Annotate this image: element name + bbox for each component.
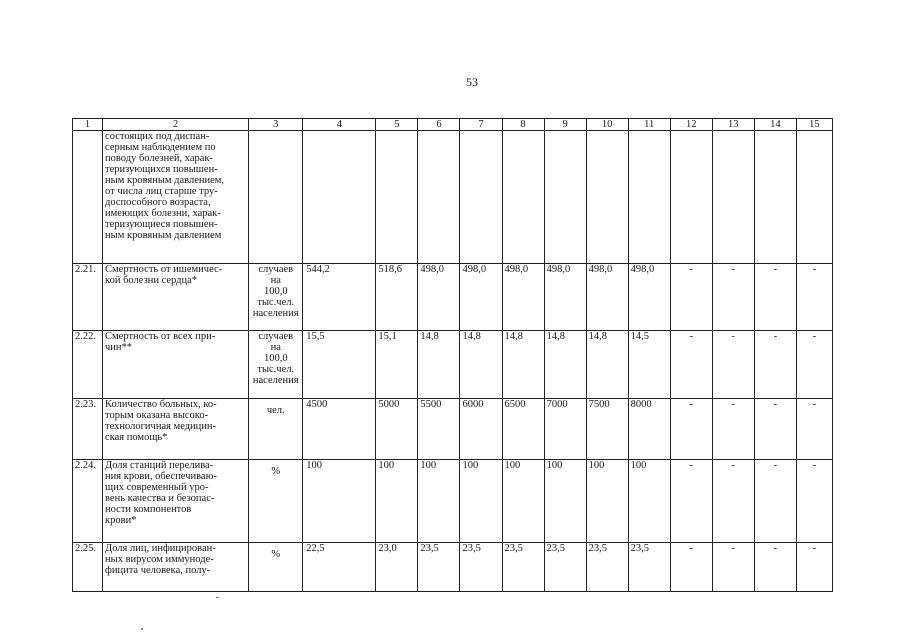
value-cell: 498,0 (586, 264, 628, 331)
column-number: 5 (376, 119, 418, 131)
column-number: 3 (249, 119, 303, 131)
description-line: серным наблюдением по (105, 142, 216, 153)
value-cell: 544,2 (303, 264, 376, 331)
unit-line: 100,0 (263, 286, 288, 297)
unit-line: тыс.чел. (257, 297, 295, 308)
description-line: теризующиеся повышен- (105, 219, 218, 230)
value-cell: 8000 (628, 399, 670, 460)
value-cell: 23,5 (544, 543, 586, 592)
indicator-description (103, 399, 249, 460)
unit-of-measure (249, 399, 303, 460)
unit-of-measure (249, 264, 303, 331)
description-line: ных вирусом иммуноде- (105, 554, 214, 565)
description-line: щих современный уро- (105, 482, 209, 493)
value-cell: 498,0 (418, 264, 460, 331)
row-number: 2.25. (73, 543, 103, 592)
indicator-description (103, 460, 249, 543)
indicators-table (72, 118, 833, 592)
dash-cell: - (796, 264, 832, 331)
value-cell: 100 (303, 460, 376, 543)
empty-cell (628, 131, 670, 264)
dash-cell: - (670, 331, 712, 399)
value-cell: 498,0 (544, 264, 586, 331)
empty-cell (754, 131, 796, 264)
row-number: 2.22. (73, 331, 103, 399)
value-cell: 4500 (303, 399, 376, 460)
description-line: поводу болезней, харак- (105, 153, 214, 164)
empty-cell (712, 131, 754, 264)
column-number: 14 (754, 119, 796, 131)
value-cell: 100 (376, 460, 418, 543)
value-cell: 14,8 (586, 331, 628, 399)
dash-cell: - (796, 543, 832, 592)
column-number: 15 (796, 119, 832, 131)
dash-cell: - (712, 399, 754, 460)
dash-cell: - (712, 331, 754, 399)
column-number: 7 (460, 119, 502, 131)
value-cell: 100 (502, 460, 544, 543)
value-cell: 100 (460, 460, 502, 543)
unit-line: случаев (258, 264, 294, 275)
unit-line: случаев (258, 331, 294, 342)
unit-line: чел. (266, 405, 285, 416)
dash-cell: - (670, 543, 712, 592)
dash-cell: - (754, 543, 796, 592)
column-number: 9 (544, 119, 586, 131)
column-number: 6 (418, 119, 460, 131)
empty-cell (249, 131, 303, 264)
value-cell: 14,8 (544, 331, 586, 399)
value-cell: 100 (628, 460, 670, 543)
value-cell: 100 (418, 460, 460, 543)
table-row (73, 264, 833, 331)
value-cell: 23,5 (628, 543, 670, 592)
dash-cell: - (796, 399, 832, 460)
description-line: кой болезни сердца* (105, 275, 198, 286)
dash-cell: - (670, 399, 712, 460)
dash-cell: - (670, 460, 712, 543)
unit-line: населения (252, 375, 299, 386)
column-number: 4 (303, 119, 376, 131)
dash-cell: - (712, 460, 754, 543)
empty-cell (418, 131, 460, 264)
dash-cell: - (754, 264, 796, 331)
value-cell: 6000 (460, 399, 502, 460)
description-line: имеющих болезни, харак- (105, 208, 221, 219)
value-cell: 14,8 (460, 331, 502, 399)
description-line: технологичная медицин- (105, 421, 217, 432)
unit-line: тыс.чел. (257, 364, 295, 375)
indicator-description (103, 131, 249, 264)
description-line: доспособного возраста, (105, 197, 211, 208)
column-number: 8 (502, 119, 544, 131)
value-cell: 23,0 (376, 543, 418, 592)
page-number: 53 (466, 75, 478, 89)
unit-line: населения (252, 308, 299, 319)
column-number: 10 (586, 119, 628, 131)
unit-line: % (271, 549, 281, 560)
value-cell: 498,0 (502, 264, 544, 331)
value-cell: 23,5 (418, 543, 460, 592)
row-number: 2.23. (73, 399, 103, 460)
value-cell: 5000 (376, 399, 418, 460)
column-number: 11 (628, 119, 670, 131)
table-row (73, 131, 833, 264)
description-line: фицита человека, полу- (105, 565, 211, 576)
table-row (73, 399, 833, 460)
value-cell: 23,5 (502, 543, 544, 592)
row-number: 2.21. (73, 264, 103, 331)
empty-cell (460, 131, 502, 264)
value-cell: 14,8 (502, 331, 544, 399)
empty-cell (670, 131, 712, 264)
table-row (73, 543, 833, 592)
description-line: Доля лиц, инфицирован- (105, 543, 216, 554)
row-number (73, 131, 103, 264)
unit-line: % (271, 466, 281, 477)
description-line: Количество больных, ко- (105, 399, 217, 410)
unit-line: 100,0 (263, 353, 288, 364)
description-line: ности компонентов (105, 504, 192, 515)
value-cell: 518,6 (376, 264, 418, 331)
description-line: ным кровяным давлением, (105, 175, 225, 186)
indicator-description (103, 543, 249, 592)
empty-cell (376, 131, 418, 264)
dash-cell: - (670, 264, 712, 331)
description-line: Доля станций перелива- (105, 460, 214, 471)
value-cell: 7500 (586, 399, 628, 460)
dash-cell: - (796, 460, 832, 543)
indicator-description (103, 264, 249, 331)
dash-cell: - (754, 460, 796, 543)
value-cell: 498,0 (628, 264, 670, 331)
value-cell: 23,5 (460, 543, 502, 592)
value-cell: 100 (586, 460, 628, 543)
column-number: 12 (670, 119, 712, 131)
unit-line: на (270, 342, 281, 353)
description-line: ская помощь* (105, 432, 168, 443)
table-row (73, 331, 833, 399)
dash-cell: - (712, 264, 754, 331)
column-number: 2 (103, 119, 249, 131)
dash-cell: - (754, 331, 796, 399)
empty-cell (502, 131, 544, 264)
dash-cell: - (712, 543, 754, 592)
value-cell: 5500 (418, 399, 460, 460)
description-line: Смертность от всех при- (105, 331, 216, 342)
value-cell: 100 (544, 460, 586, 543)
value-cell: 23,5 (586, 543, 628, 592)
description-line: чин** (105, 342, 133, 353)
description-line: от числа лиц старше тру- (105, 186, 218, 197)
value-cell: 498,0 (460, 264, 502, 331)
value-cell: 15,1 (376, 331, 418, 399)
unit-of-measure (249, 460, 303, 543)
unit-of-measure (249, 543, 303, 592)
unit-of-measure (249, 331, 303, 399)
value-cell: 6500 (502, 399, 544, 460)
dash-cell: - (796, 331, 832, 399)
column-number-row (73, 119, 833, 131)
description-line: ным кровяным давлением (105, 230, 222, 241)
empty-cell (544, 131, 586, 264)
value-cell: 15,5 (303, 331, 376, 399)
empty-cell (796, 131, 832, 264)
empty-cell (586, 131, 628, 264)
description-line: вень качества и безопас- (105, 493, 215, 504)
column-number: 1 (73, 119, 103, 131)
empty-cell (303, 131, 376, 264)
description-line: торым оказана высоко- (105, 410, 209, 421)
description-line: Смертность от ишемичес- (105, 264, 223, 275)
scan-speck (141, 628, 143, 630)
value-cell: 14,5 (628, 331, 670, 399)
scan-speck (216, 597, 219, 598)
row-number: 2.24. (73, 460, 103, 543)
value-cell: 22,5 (303, 543, 376, 592)
indicator-description (103, 331, 249, 399)
description-line: крови* (105, 515, 137, 526)
table-row (73, 460, 833, 543)
description-line: состоящих под диспан- (105, 131, 210, 142)
description-line: теризующихся повышен- (105, 164, 218, 175)
dash-cell: - (754, 399, 796, 460)
unit-line: на (270, 275, 281, 286)
value-cell: 14,8 (418, 331, 460, 399)
description-line: ния крови, обеспечиваю- (105, 471, 217, 482)
value-cell: 7000 (544, 399, 586, 460)
column-number: 13 (712, 119, 754, 131)
